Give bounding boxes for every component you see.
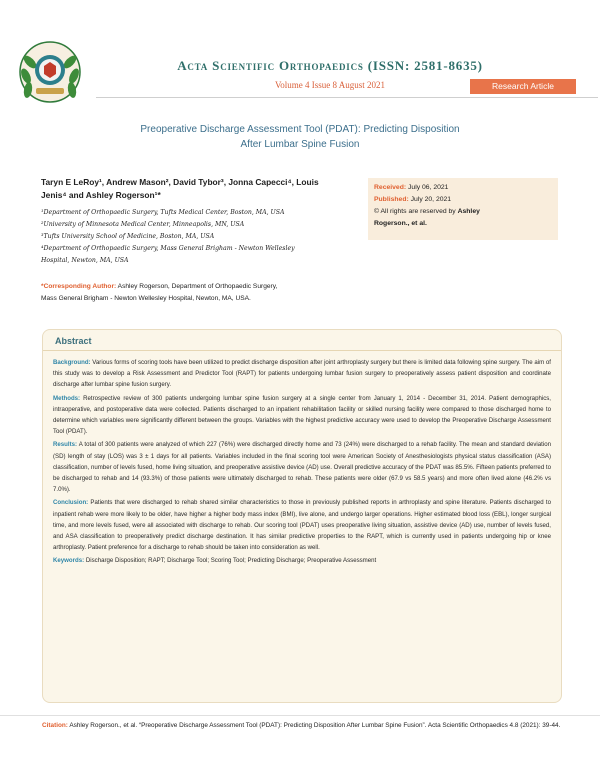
dates-box	[368, 178, 558, 240]
header-divider	[96, 97, 598, 98]
received-label: Received:	[374, 184, 407, 191]
affiliation-4: ⁴Department of Orthopaedic Surgery, Mass General Brigham - Newton Wellesley	[41, 245, 295, 252]
affiliation-2: ²University of Minnesota Medical Center, Minneapolis, MN, USA	[41, 221, 245, 228]
keywords-text: Discharge Disposition; RAPT; Discharge Tool; Scoring Tool; Predicting Discharge; Preoperative Assessment	[84, 557, 377, 565]
citation-label: Citation:	[42, 722, 68, 729]
corresponding-text-2: Mass General Brigham - Newton Wellesley Hospital, Newton, MA, USA.	[41, 295, 251, 302]
methods-text: Retrospective review of 300 patients undergoing lumbar spine fusion surgery at a single center from January 1, 2014 - December 31, 2014. Patient demographics, intraoperative, and postoperative data were collected. Patients discharged to an inpatient rehabilitation facility or skilled nursing facility were compared to those discharged home to determine which variables were significantly different between the groups. Variables with the highest predictive accuracy were used to develop the Preoperative Discharge Assessment Tool (PDAT).	[53, 394, 551, 436]
background-label: Background:	[53, 359, 91, 366]
background-text: Various forms of scoring tools have been utilized to predict discharge disposition after joint arthroplasty surgery but there is limited data following spine surgery. The aim of this study was to develop a Risk Assessment and Predictor Tool (RAPT) for patients undergoing lumbar fusion surgery to preoperatively assess patient disposition and coordinate discharge after lumbar spine fusion surgery.	[53, 359, 551, 389]
abstract-box	[42, 329, 562, 703]
published-date: July 20, 2021	[408, 196, 452, 203]
journal-title: Acta Scientific Orthopaedics (ISSN: 2581-8635)	[177, 58, 483, 73]
journal-seal-icon	[14, 36, 86, 108]
affiliation-3: ³Tufts University School of Medicine, Boston, MA, USA	[41, 233, 215, 240]
affiliation-4-cont: Hospital, Newton, MA, USA	[41, 257, 129, 264]
citation	[42, 720, 572, 731]
conclusion-text: Patients that were discharged to rehab shared similar characteristics to those in previously published reports in arthroplasty and spine literature. Patients discharged to inpatient rehab were more likely to be older, have higher a higher body mass index (BMI), live alone, and undergo larger operations. Higher estimated blood loss (EBL), longer surgical time, and more levels fused, were all associated with discharge to rehab. Our scoring tool (PDAT) uses preoperative living situation, assistive device (AD) use, number of levels fused, and ASA classification to preoperatively predict discharge destination. It has similar predictive properties to the RAPT, which is currently used in patients undergoing hip or knee arthroplasty. Patient preference for a discharge to rehab should be taken into consideration as well.	[53, 499, 551, 552]
keywords-label: Keywords:	[53, 557, 85, 565]
author-list	[41, 176, 351, 201]
corresponding-author	[41, 281, 361, 305]
results-text: A total of 300 patients were analyzed of which 227 (76%) were discharged directly home and 73 (24%) were discharged to a rehab facility. The mean and standard deviation (SD) length of stay (LOS) was 3 ± 1 days for all patients. Variables included in the final scoring tool were American Society of Anesthesiologists physical status classification (ASA) classification, number of levels fused, home living situation, and preoperative assistive device (AD) use. Overall predictive accuracy of the PDAT was 85.5%. Fifteen patients preferred to be discharged to rehab and 14 (93.3%) of those patients were ultimately discharged to rehab. These patients were older (67.9 vs 58.5 years) and more often lived alone (46.2% vs 7.0%).	[53, 441, 551, 494]
article-title-line-1: Preoperative Discharge Assessment Tool (PDAT): Predicting Disposition	[140, 124, 460, 135]
abstract-conclusion	[53, 497, 551, 553]
article-title	[90, 122, 510, 152]
rights-name-2: Rogerson., et al.	[374, 220, 427, 227]
corresponding-label: *Corresponding Author:	[41, 283, 117, 290]
methods-label: Methods:	[53, 394, 81, 402]
results-label: Results:	[53, 441, 78, 449]
authors-line-2: Jenis⁴ and Ashley Rogerson¹*	[41, 189, 161, 200]
citation-text: Ashley Rogerson., et al. “Preoperative Discharge Assessment Tool (PDAT): Predicting Disposition After Lumbar Spine Fusion”. Acta Scientific Orthopaedics 4.8 (2021): 39-44.	[67, 722, 561, 729]
abstract-divider	[43, 350, 561, 351]
authors-line-1: Taryn E LeRoy¹, Andrew Mason², David Tybor³, Jonna Capecci⁴, Louis	[41, 177, 319, 187]
rights-text: © All rights are reserved by	[374, 208, 458, 215]
volume-issue: Volume 4 Issue 8 August 2021	[274, 80, 386, 90]
received-date: July 06, 2021	[406, 184, 449, 191]
article-type-badge: Research Article	[470, 79, 576, 94]
abstract-methods	[53, 393, 551, 438]
affiliation-1: ¹Department of Orthopaedic Surgery, Tufts Medical Center, Boston, MA, USA	[41, 209, 285, 216]
rights-name: Ashley	[457, 208, 480, 215]
abstract-results	[53, 439, 551, 495]
footer-divider	[0, 715, 600, 716]
corresponding-text-1: Ashley Rogerson, Department of Orthopaedic Surgery,	[116, 283, 278, 290]
published-label: Published:	[374, 196, 409, 203]
abstract-keywords	[53, 555, 551, 566]
abstract-background	[53, 357, 551, 391]
conclusion-label: Conclusion:	[53, 499, 89, 507]
article-title-line-2: After Lumbar Spine Fusion	[240, 139, 360, 150]
affiliations	[41, 207, 341, 267]
abstract-heading: Abstract	[55, 336, 92, 346]
